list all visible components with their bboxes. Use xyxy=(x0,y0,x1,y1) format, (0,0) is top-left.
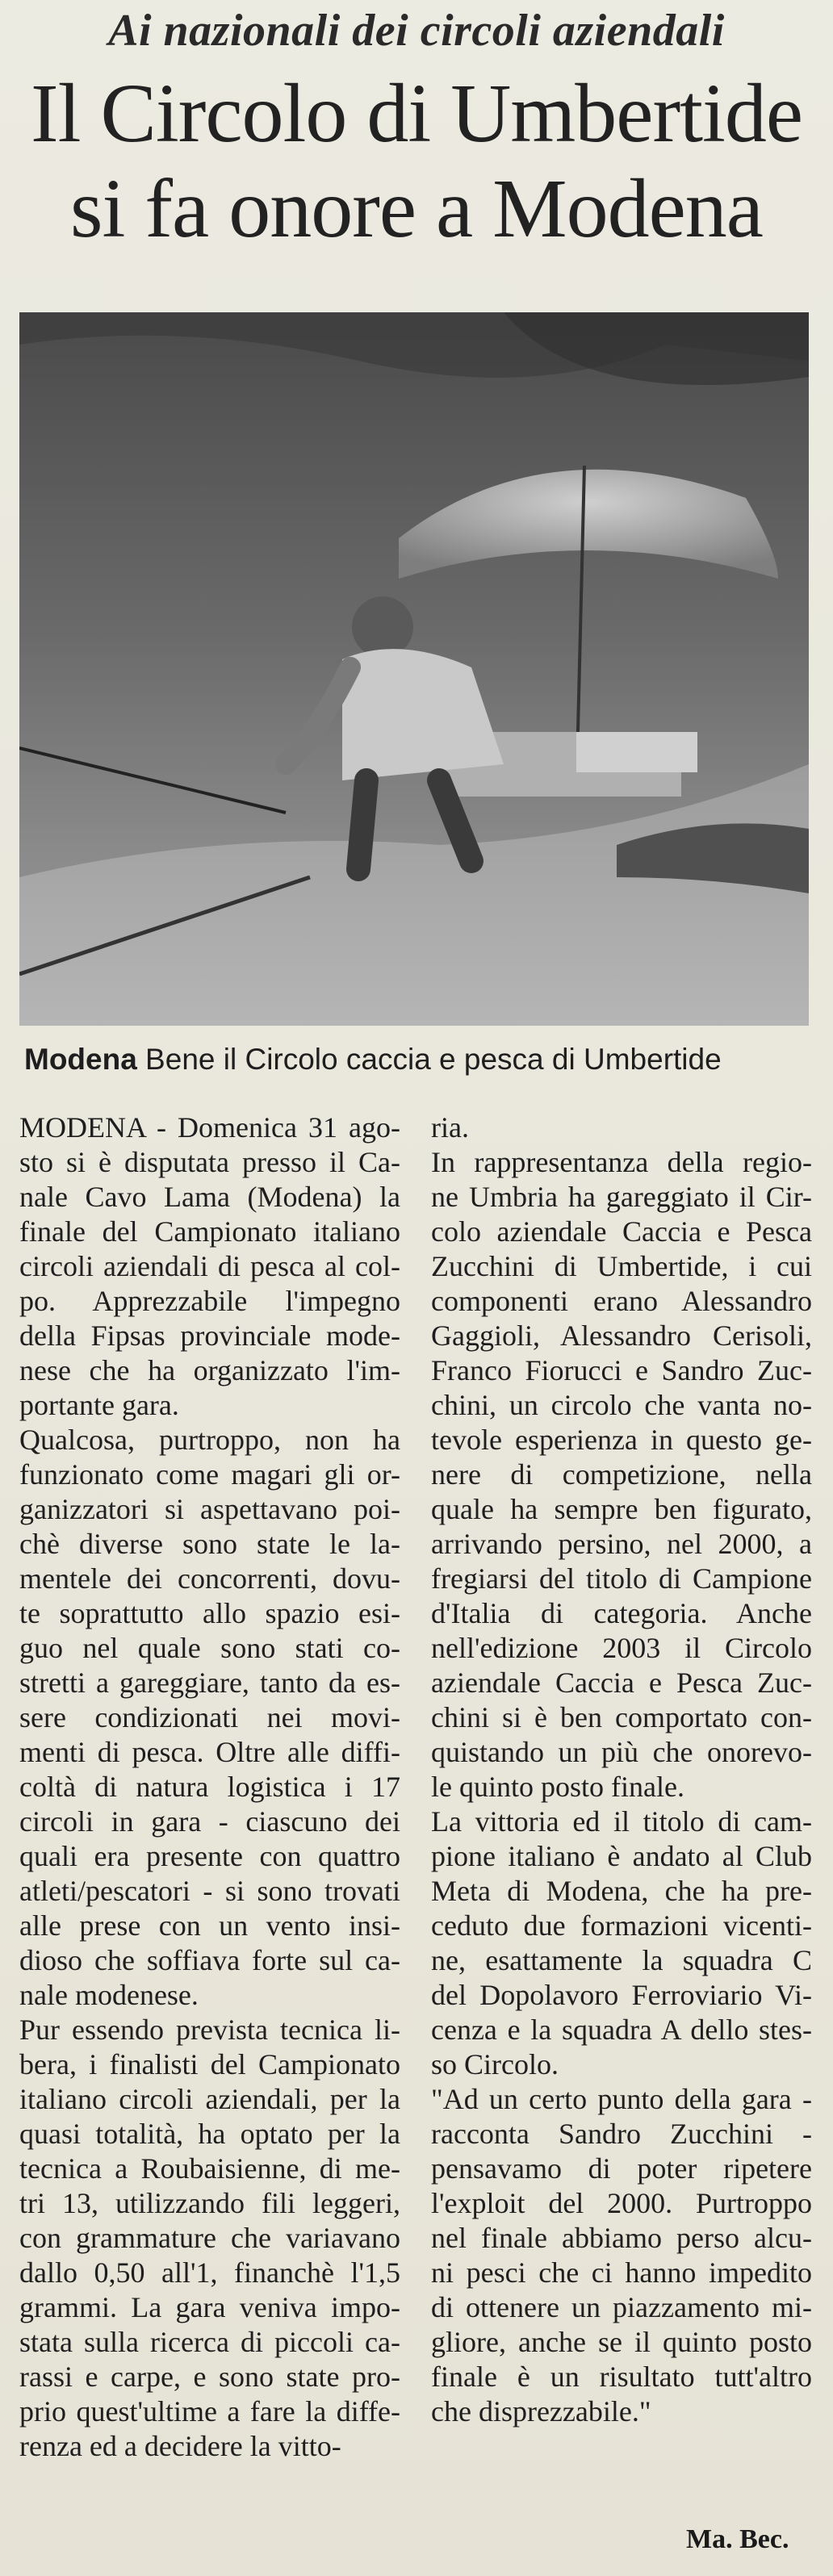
text-line: chini, un circolo che vanta no- xyxy=(431,1389,812,1421)
text-line: circoli in gara - ciascuno dei xyxy=(19,1805,400,1838)
text-line: nese che ha organizzato l'im- xyxy=(19,1354,400,1386)
text-line: italiano circoli aziendali, per la xyxy=(19,2083,400,2115)
caption-place: Modena xyxy=(24,1043,137,1076)
text-line: quale ha sempre ben figurato, xyxy=(431,1493,812,1525)
text-line: Zucchini di Umbertide, i cui xyxy=(431,1250,812,1282)
text-line: dioso che soffiava forte sul ca- xyxy=(19,1944,400,1976)
text-line: stata sulla ricerca di piccoli ca- xyxy=(19,2326,400,2358)
text-line: chè diverse sono state le la- xyxy=(19,1528,400,1560)
text-line: cenza e la squadra A dello stes- xyxy=(431,2014,812,2046)
text-line: nell'edizione 2003 il Circolo xyxy=(431,1632,812,1664)
text-line: menti di pesca. Oltre alle diffi- xyxy=(19,1736,400,1768)
text-line: fregiarsi del titolo di Campione xyxy=(431,1562,812,1595)
text-line: pensavamo di poter ripetere xyxy=(431,2152,812,2185)
text-line: tecnica a Roubaisienne, di me- xyxy=(19,2152,400,2185)
text-line: tri 13, utilizzando fili leggeri, xyxy=(19,2187,400,2219)
text-line: In rappresentanza della regio- xyxy=(431,1146,812,1178)
text-line: l'exploit del 2000. Purtroppo xyxy=(431,2187,812,2219)
text-line: pione italiano è andato al Club xyxy=(431,1840,812,1872)
text-line: aziendale Caccia e Pesca Zuc- xyxy=(431,1666,812,1699)
left-column xyxy=(19,1110,400,2464)
headline-line-2: si fa onore a Modena xyxy=(70,162,763,255)
text-line: portante gara. xyxy=(19,1389,179,1421)
text-line: che disprezzabile." xyxy=(431,2395,651,2428)
text-line: di ottenere un piazzamento mi- xyxy=(431,2291,812,2323)
text-line: po. Apprezzabile l'impegno xyxy=(19,1285,400,1317)
text-line: nale Cavo Lama (Modena) la xyxy=(19,1181,400,1213)
text-line: La vittoria ed il titolo di cam- xyxy=(431,1805,812,1838)
text-line: ne Umbria ha gareggiato il Cir- xyxy=(431,1181,812,1213)
text-line: prio quest'ultime a fare la diffe- xyxy=(19,2395,400,2428)
text-line: circoli aziendali di pesca al col- xyxy=(19,1250,400,1282)
text-line: guo nel quale sono stati co- xyxy=(19,1632,400,1664)
text-line: nel finale abbiamo perso alcu- xyxy=(431,2222,812,2254)
caption-text: Bene il Circolo caccia e pesca di Umbertide xyxy=(136,1043,722,1076)
text-line: "Ad un certo punto della gara - xyxy=(431,2083,812,2115)
text-line: quasi totalità, ha optato per la xyxy=(19,2118,400,2150)
text-line: funzionato come magari gli or- xyxy=(19,1458,400,1491)
text-line: rassi e carpe, e sono state pro- xyxy=(19,2361,400,2393)
text-line: quali era presente con quattro xyxy=(19,1840,400,1872)
text-line: renza ed a decidere la vitto- xyxy=(19,2430,341,2462)
text-line: stretti a gareggiare, tanto da es- xyxy=(19,1666,400,1699)
photo-fisherman-illustration xyxy=(19,312,809,1026)
text-line: nere di competizione, nella xyxy=(431,1458,812,1491)
text-line: della Fipsas provinciale mode- xyxy=(19,1319,400,1352)
text-line: colo aziendale Caccia e Pesca xyxy=(431,1215,812,1248)
text-line: ria. xyxy=(431,1111,469,1144)
text-line: finale del Campionato italiano xyxy=(19,1215,400,1248)
text-line: tevole esperienza in questo ge- xyxy=(431,1424,812,1456)
text-line: Franco Fiorucci e Sandro Zuc- xyxy=(431,1354,812,1386)
text-line: gliore, anche se il quinto posto xyxy=(431,2326,812,2358)
text-line: MODENA - Domenica 31 ago- xyxy=(19,1111,400,1144)
headline-line-1: Il Circolo di Umbertide xyxy=(30,67,803,160)
kicker-subtitle: Ai nazionali dei circoli aziendali xyxy=(108,6,725,56)
text-line: le quinto posto finale. xyxy=(431,1771,684,1803)
text-line: alle prese con un vento insi- xyxy=(19,1909,400,1942)
text-line: finale è un risultato tutt'altro xyxy=(431,2361,812,2393)
text-line: ne, esattamente la squadra C xyxy=(431,1944,812,1976)
text-line: arrivando persino, nel 2000, a xyxy=(431,1528,812,1560)
text-line: ganizzatori si aspettavano poi- xyxy=(19,1493,400,1525)
text-line: quistando un più che onorevo- xyxy=(431,1736,812,1768)
text-line: sere condizionati nei movi- xyxy=(19,1701,400,1733)
text-line: sto si è disputata presso il Ca- xyxy=(19,1146,400,1178)
text-line: componenti erano Alessandro xyxy=(431,1285,812,1317)
text-line: del Dopolavoro Ferroviario Vi- xyxy=(431,1979,812,2011)
text-line: chini si è ben comportato con- xyxy=(431,1701,812,1733)
text-line: ni pesci che ci hanno impedito xyxy=(431,2256,812,2289)
text-line: grammi. La gara veniva impo- xyxy=(19,2291,400,2323)
text-line: bera, i finalisti del Campionato xyxy=(19,2048,400,2080)
text-line: Gaggioli, Alessandro Cerisoli, xyxy=(431,1319,812,1352)
text-line: dallo 0,50 all'1, financhè l'1,5 xyxy=(19,2256,400,2289)
text-line: nale modenese. xyxy=(19,1979,199,2011)
text-line: Pur essendo prevista tecnica li- xyxy=(19,2014,400,2046)
text-line: racconta Sandro Zucchini - xyxy=(431,2118,812,2150)
fisherman-head xyxy=(352,596,413,658)
text-line: atleti/pescatori - si sono trovati xyxy=(19,1875,400,1907)
text-line: Meta di Modena, che ha pre- xyxy=(431,1875,812,1907)
text-line: ceduto due formazioni vicenti- xyxy=(431,1909,812,1942)
text-line: so Circolo. xyxy=(431,2048,559,2080)
text-line: te soprattutto allo spazio esi- xyxy=(19,1597,400,1629)
photo-caption xyxy=(24,1043,815,1077)
headline xyxy=(0,66,833,257)
text-line: con grammature che variavano xyxy=(19,2222,400,2254)
author-signature: Ma. Bec. xyxy=(686,2524,789,2554)
text-line: coltà di natura logistica i 17 xyxy=(19,1771,400,1803)
text-line: mentele dei concorrenti, dovu- xyxy=(19,1562,400,1595)
right-column xyxy=(431,1110,812,2429)
tackle-tray xyxy=(576,732,697,772)
article-photo xyxy=(19,312,809,1026)
text-line: Qualcosa, purtroppo, non ha xyxy=(19,1424,400,1456)
text-line: d'Italia di categoria. Anche xyxy=(431,1597,812,1629)
